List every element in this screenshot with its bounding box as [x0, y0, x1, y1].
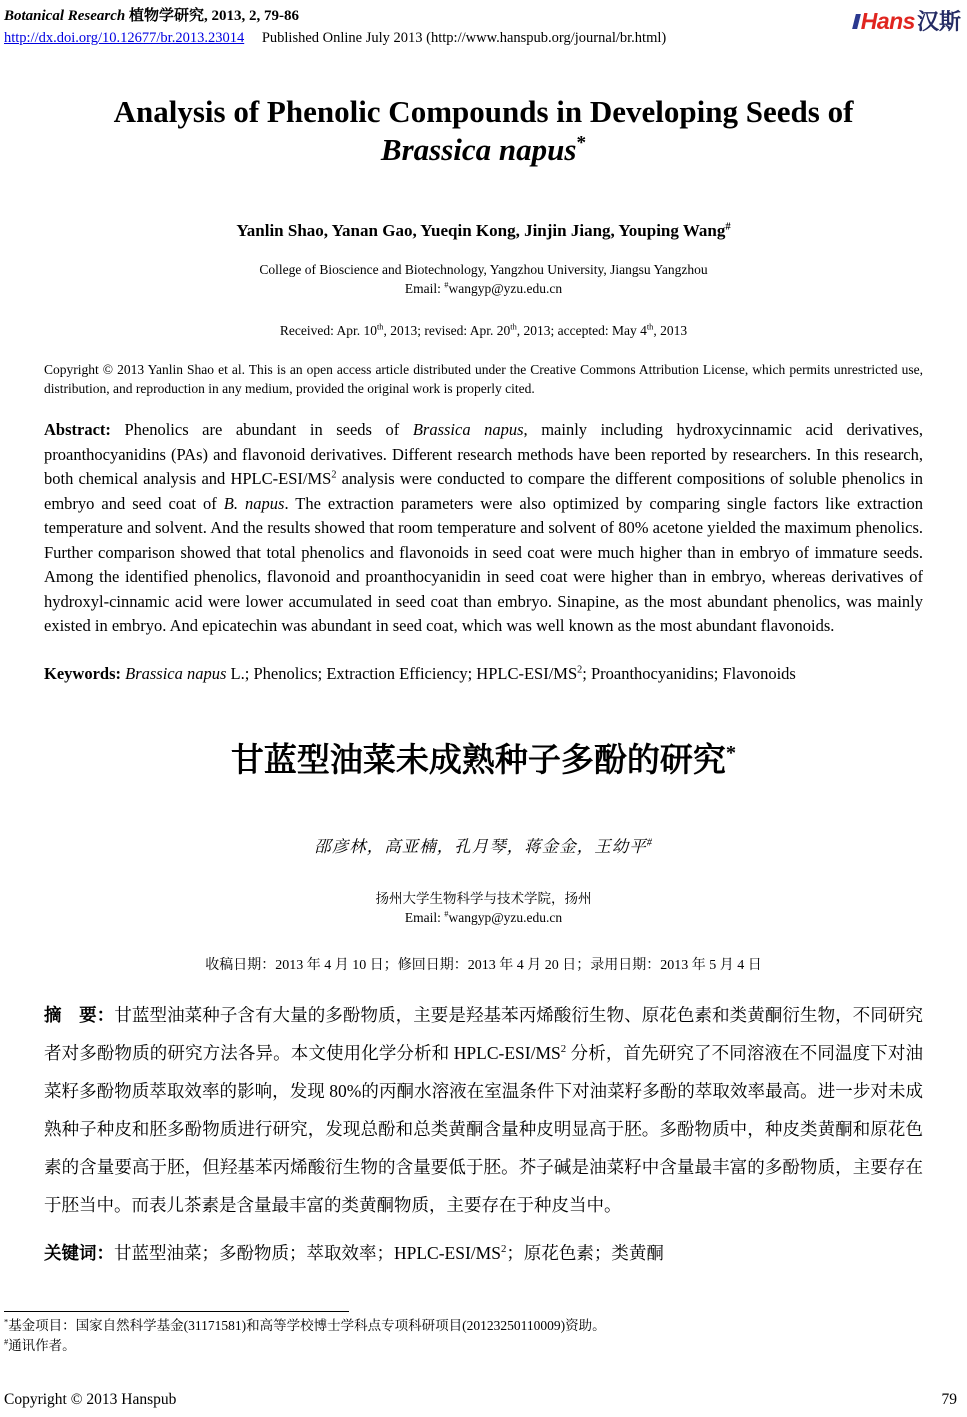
page-footer: [4, 1391, 957, 1409]
affiliation-zh: 扬州大学生物科学与技术学院，扬州: [375, 891, 592, 906]
doi-link[interactable]: http://dx.doi.org/10.12677/br.2013.23014: [4, 30, 245, 46]
email-line-en: Email: #wangyp@yzu.edu.cn: [404, 280, 563, 296]
authors-zh: 邵彦林，高亚楠，孔月琴，蒋金金，王幼平#: [314, 837, 653, 856]
footnote-divider: [4, 1311, 349, 1312]
received-dates-en: Received: Apr. 10th, 2013; revised: Apr. 20th, 2013; accepted: May 4th, 2013: [279, 322, 688, 338]
article-title-line1: Analysis of Phenolic Compounds in Developing Seeds of: [113, 94, 854, 129]
footnotes: [4, 1311, 963, 1356]
page-number: 79: [941, 1391, 957, 1408]
logo-hans-text: Hans: [860, 8, 915, 34]
article-title-zh: 甘蓝型油菜未成熟种子多酚的研究*: [230, 742, 737, 779]
journal-issue-meta: 植物学研究, 2013, 2, 79-86: [129, 8, 300, 24]
journal-info: [4, 5, 666, 49]
license-note: Copyright © 2013 Yanlin Shao et al. This is an open access article distributed under the Creative Commons Attribution License, which permits unrestricted use, distribution, and reproduction in any medium, provided the original work is properly cited.: [44, 362, 923, 396]
footnote-funding: *基金项目：国家自然科学基金(31171581)和高等学校博士学科点专项科研项目(20123250110009)资助。: [4, 1317, 606, 1333]
keywords-en: Keywords: Brassica napus L.; Phenolics; Extraction Efficiency; HPLC-$ESI/MS^2$; Proanthocyanidins; Flavonoids: [44, 663, 796, 683]
keywords-zh: 关键词：甘蓝型油菜；多酚物质；萃取效率；HPLC-$ESI/MS^2$；原花色素；类黄酮: [44, 1243, 664, 1263]
footnote-corresponding-author: #通讯作者。: [4, 1337, 76, 1353]
doi-line: [4, 27, 666, 49]
footer-copyright: Copyright © 2013 Hanspub: [4, 1391, 177, 1408]
published-note: Published Online July 2013 (http://www.hanspub.org/journal/br.html): [261, 30, 667, 46]
journal-header: [4, 5, 963, 49]
affiliation-en: College of Bioscience and Biotechnology, Yangzhou University, Jiangsu Yangzhou: [259, 262, 708, 277]
abstract-zh: 摘 要：甘蓝型油菜种子含有大量的多酚物质，主要是羟基苯丙烯酸衍生物、原花色素和类黄酮衍生物，不同研究者对多酚物质的研究方法各异。本文使用化学分析和 HPLC-$ESI/MS^2$ 分析，首先研究了不同溶液在不同温度下对油菜籽多酚物质萃取效率的影响，发现 80%的丙酮水溶液在室温条件下对油菜籽多酚的萃取效率最高。进一步对未成熟种子种皮和胚多酚物质进行研究，发现总酚和总类黄酮含量种皮明显高于胚。多酚物质中，种皮类黄酮和原花色素的含量要高于胚，但羟基苯丙烯酸衍生物的含量要低于胚。芥子碱是油菜籽中含量最丰富的多酚物质，主要存在于胚当中。而表儿茶素是含量最丰富的类黄酮物质，主要存在于种皮当中。: [44, 1005, 923, 1215]
article-title-line2: Brassica napus*: [380, 132, 587, 167]
logo-accent-bar-icon: [852, 14, 861, 29]
abstract-en: Abstract: Phenolics are abundant in seeds of Brassica napus, mainly including hydroxycinnamic acid derivatives, proanthocyanidins (PAs) and flavonoid derivatives. Different research methods have been reported by researchers. In this research, both chemical analysis and HPLC-$ESI/MS^2$ analysis were conducted to compare the different compositions of soluble phenolics in embryo and seed coat of B. napus. The extraction parameters were also optimized by comparing single factors like extraction temperature and solvent. And the results showed that room temperature and solvent of 80% acetone yielded the maximum phenolics. Further comparison showed that total phenolics and flavonoids in seed coat were much higher than in embryo of immature seeds. Among the identified phenolics, flavonoid and proanthocyanidin in seed coat were higher than in embryo, whereas derivatives of hydroxyl-cinnamic acid were lower accumulated in seed coat than embryo. Sinapine, as the most abundant phenolics, was mainly existed in embryo. And epicatechin was abundant in seed coat, which was well known as the most abundant flavonoids.: [44, 420, 924, 635]
journal-name-en: Botanical Research: [4, 8, 126, 24]
received-dates-zh: 收稿日期：2013 年 4 月 10 日；修回日期：2013 年 4 月 20 日；录用日期：2013 年 5 月 4 日: [205, 958, 762, 973]
article-title-en: [4, 93, 963, 169]
email-line-zh: Email: #wangyp@yzu.edu.cn: [404, 909, 563, 925]
journal-title-line: [4, 5, 666, 27]
logo-hanzi-text: 汉斯: [916, 9, 961, 34]
authors-en: Yanlin Shao, Yanan Gao, Yueqin Kong, Jinjin Jiang, Youping Wang#: [236, 221, 731, 240]
hans-publisher-logo: [854, 5, 963, 36]
